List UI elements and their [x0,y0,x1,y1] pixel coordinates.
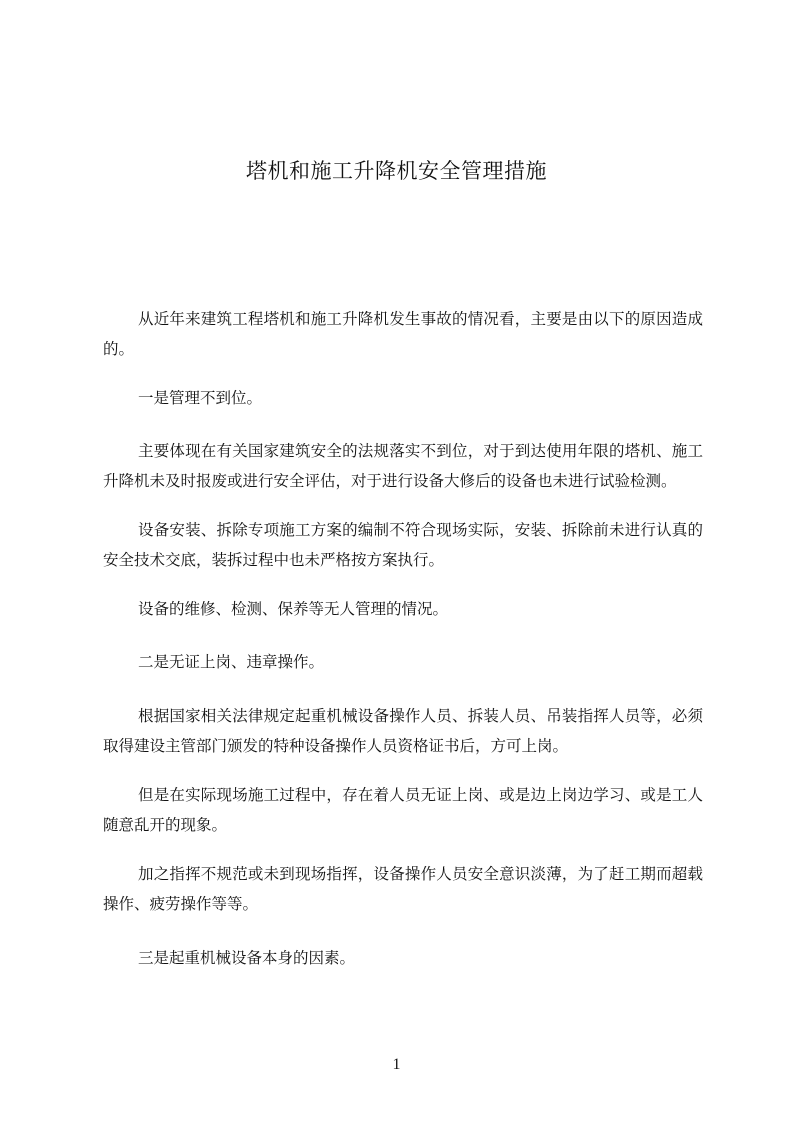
paragraph-installation-plan: 设备安装、拆除专项施工方案的编制不符合现场实际，安装、拆除前未进行认真的安全技术交底，装拆过程中也未严格按方案执行。 [103,520,703,569]
paragraph-heading-3: 三是起重机械设备本身的因素。 [138,948,356,967]
paragraph-maintenance: 设备的维修、检测、保养等无人管理的情况。 [138,599,449,618]
paragraph-unsafe-operation: 加之指挥不规范或未到现场指挥，设备操作人员安全意识淡薄，为了赶工期而超载操作、疲劳操作等等。 [103,864,703,913]
paragraph-management-details: 主要体现在有关国家建筑安全的法规落实不到位，对于到达使用年限的塔机、施工升降机未及时报废或进行安全评估，对于进行设备大修后的设备也未进行试验检测。 [103,441,703,490]
paragraph-unlicensed-operation: 但是在实际现场施工过程中，存在着人员无证上岗、或是边上岗边学习、或是工人随意乱开的现象。 [103,785,703,834]
document-title: 塔机和施工升降机安全管理措施 [246,159,547,184]
paragraph-heading-2: 二是无证上岗、违章操作。 [138,652,325,671]
page-number: 1 [392,1056,401,1073]
paragraph-intro: 从近年来建筑工程塔机和施工升降机发生事故的情况看，主要是由以下的原因造成的。 [103,309,703,358]
paragraph-certification: 根据国家相关法律规定起重机械设备操作人员、拆装人员、吊装指挥人员等，必须取得建设主管部门颁发的特种设备操作人员资格证书后，方可上岗。 [103,706,703,755]
paragraph-heading-1: 一是管理不到位。 [138,388,263,407]
